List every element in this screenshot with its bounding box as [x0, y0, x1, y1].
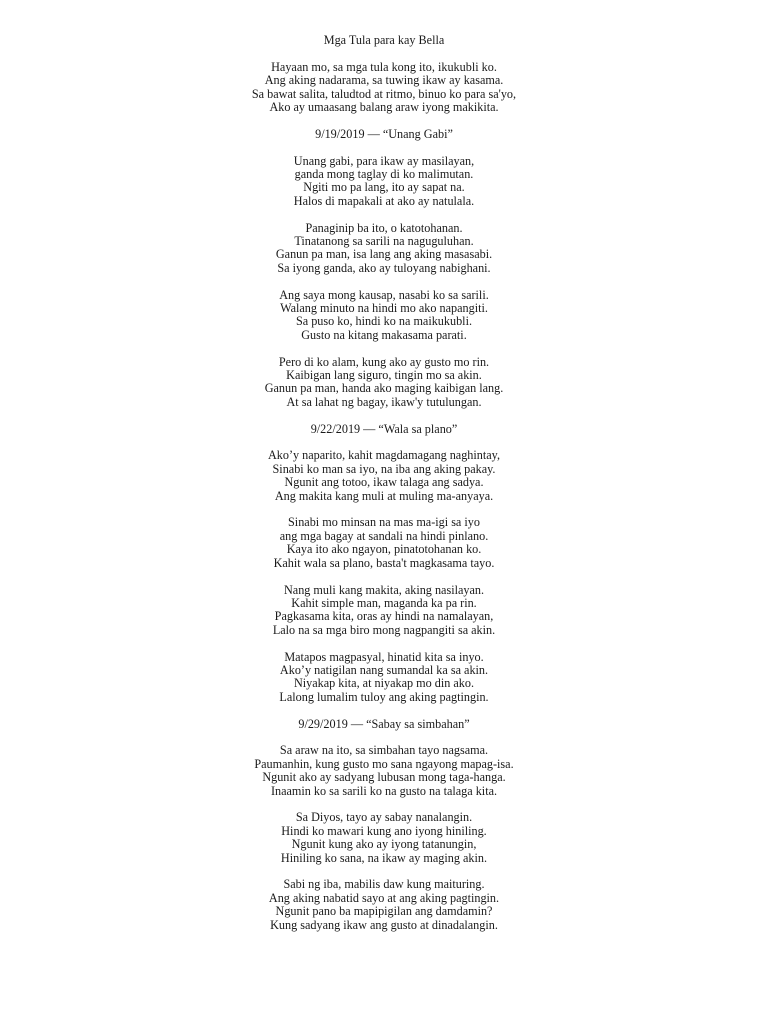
poem-line: Kaya ito ako ngayon, pinatotohanan ko.	[286, 542, 482, 557]
poem-line: Ang makita kang muli at muling ma-anyaya.	[274, 488, 494, 503]
poem-stanza	[0, 356, 768, 410]
poem-heading: 9/29/2019 — “Sabay sa simbahan”	[298, 716, 470, 731]
poem-line: Sinabi mo minsan na mas ma-igi sa iyo	[288, 515, 480, 530]
poem-line: Gusto na kitang makasama parati.	[301, 327, 467, 342]
poem-line: Sinabi ko man sa iyo, na iba ang aking pakay.	[272, 461, 496, 476]
poem-line: Kahit simple man, maganda ka pa rin.	[291, 595, 477, 610]
poem-line: Ngunit ang totoo, ikaw talaga ang sadya.	[284, 475, 484, 490]
intro-stanza	[0, 61, 768, 115]
poem-line: Ganun pa man, handa ako maging kaibigan lang.	[264, 381, 504, 396]
poem-stanza	[0, 289, 768, 343]
poem-line: Kaibigan lang siguro, tingin mo sa akin.	[286, 368, 482, 383]
poem-stanza	[0, 449, 768, 503]
poem-line: ganda mong taglay di ko malimutan.	[294, 167, 474, 182]
poem-line: Ako’y naparito, kahit magdamagang naghintay,	[267, 448, 501, 463]
intro-line: Ang aking nadarama, sa tuwing ikaw ay kasama.	[264, 73, 504, 88]
document-title: Mga Tula para kay Bella	[323, 33, 445, 47]
poem-line: Ngiti mo pa lang, ito ay sapat na.	[303, 180, 465, 195]
poem-stanza	[0, 744, 768, 798]
poem-line: Lalong lumalim tuloy ang aking pagtingin.	[279, 689, 489, 704]
poem-line: Sa Diyos, tayo ay sabay nanalangin.	[295, 810, 473, 825]
poem-line: Niyakap kita, at niyakap mo din ako.	[293, 676, 475, 691]
poem-line: Walang minuto na hindi mo ako napangiti.	[280, 301, 488, 316]
poem-line: Ngunit pano ba mapipigilan ang damdamin?	[275, 904, 493, 919]
poem-stanza	[0, 222, 768, 276]
poem-line: Ngunit kung ako ay iyong tatanungin,	[291, 837, 477, 852]
poem-line: Unang gabi, para ikaw ay masilayan,	[293, 153, 475, 168]
poem-line: Kahit wala sa plano, basta't magkasama tayo.	[273, 555, 495, 570]
poem-line: Tinatanong sa sarili na naguguluhan.	[294, 234, 474, 249]
poem-line: Sa iyong ganda, ako ay tuloyang nabighani.	[277, 260, 491, 275]
poem-line: Ang saya mong kausap, nasabi ko sa sarili.	[279, 287, 489, 302]
poem-line: Matapos magpasyal, hinatid kita sa inyo.	[284, 649, 484, 664]
poem-heading: 9/22/2019 — “Wala sa plano”	[310, 421, 458, 436]
poem-line: Inaamin ko sa sarili ko na gusto na talaga kita.	[270, 783, 498, 798]
poem-line: Hindi ko mawari kung ano iyong hiniling.	[281, 823, 487, 838]
poem-line: Panaginip ba ito, o katotohanan.	[305, 220, 463, 235]
poem-line: Sabi ng iba, mabilis daw kung maituring.	[283, 877, 485, 892]
poem-line: Paumanhin, kung gusto mo sana ngayong mapag-isa.	[254, 756, 514, 771]
poem-line: Ganun pa man, isa lang ang aking masasabi.	[275, 247, 493, 262]
poem-stanza	[0, 155, 768, 209]
poem-line: Nang muli kang makita, aking nasilayan.	[283, 582, 485, 597]
poem-stanza	[0, 811, 768, 865]
poem-line: ang mga bagay at sandali na hindi pinlano.	[279, 528, 489, 543]
poem-line: Ang aking nabatid sayo at ang aking pagtingin.	[268, 890, 500, 905]
poem-line: Hiniling ko sana, na ikaw ay maging akin.	[280, 850, 488, 865]
poem-line: Sa puso ko, hindi ko na maikukubli.	[295, 314, 473, 329]
poem-line: Pero di ko alam, kung ako ay gusto mo rin.	[278, 354, 490, 369]
intro-line: Hayaan mo, sa mga tula kong ito, ikukubli ko.	[271, 59, 497, 74]
intro-line: Ako ay umaasang balang araw iyong makikita.	[269, 100, 499, 115]
poem-line: Sa araw na ito, sa simbahan tayo nagsama.	[279, 743, 489, 758]
intro-line: Sa bawat salita, taludtod at ritmo, binuo ko para sa'yo,	[251, 86, 517, 101]
poem-line: Kung sadyang ikaw ang gusto at dinadalangin.	[270, 917, 498, 932]
poem-line: Lalo na sa mga biro mong nagpangiti sa akin.	[272, 622, 496, 637]
document-page	[0, 34, 768, 945]
poem-heading: 9/19/2019 — “Unang Gabi”	[315, 126, 453, 141]
poem-stanza	[0, 651, 768, 705]
poem-line: Halos di mapakali at ako ay natulala.	[293, 193, 475, 208]
poem-stanza	[0, 516, 768, 570]
poem-stanza	[0, 878, 768, 932]
poem-line: At sa lahat ng bagay, ikaw'y tutulungan.	[286, 394, 482, 409]
poem-line: Ngunit ako ay sadyang lubusan mong taga-hanga.	[262, 770, 506, 785]
poem-line: Ako’y natigilan nang sumandal ka sa akin.	[279, 662, 489, 677]
poem-line: Pagkasama kita, oras ay hindi na namalayan,	[274, 609, 494, 624]
poem-stanza	[0, 584, 768, 638]
